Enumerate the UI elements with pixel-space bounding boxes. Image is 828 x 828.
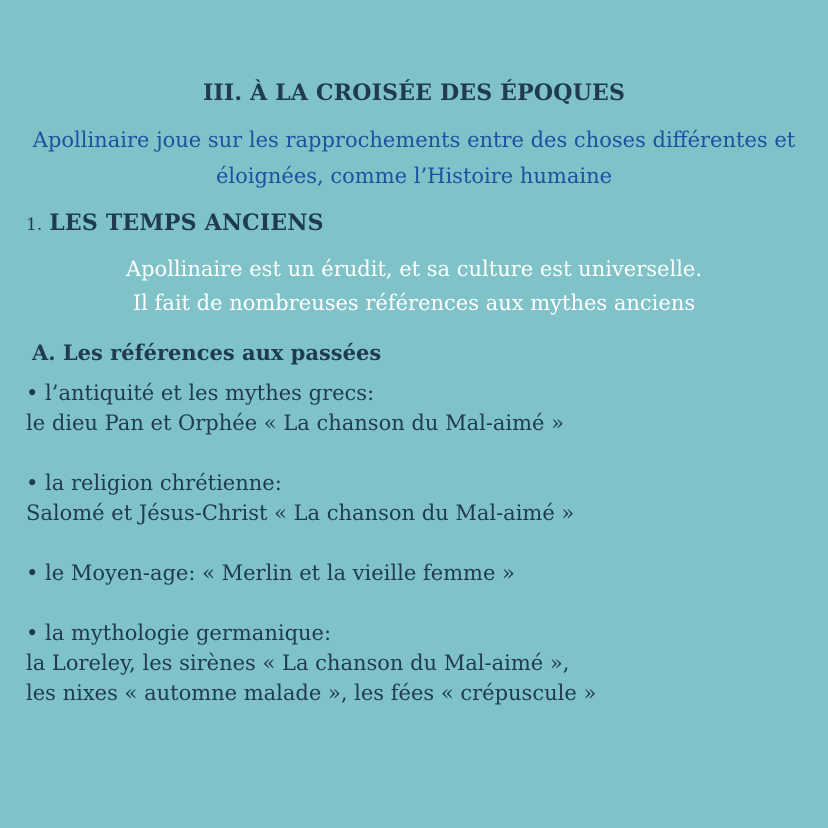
intro-line: Apollinaire joue sur les rapprochements entre des choses différentes et [32,128,796,152]
reference-bullet: • le Moyen-age: « Merlin et la vieille femme » [26,561,515,585]
reference-item [26,468,806,528]
reference-bullet: • la religion chrétienne: [26,471,282,495]
subsection-heading [26,210,324,236]
intro-line: éloignées, comme l’Histoire humaine [215,164,613,188]
section-intro [20,122,808,194]
reference-detail: le dieu Pan et Orphée « La chanson du Mal-aimé » [26,411,565,435]
references-list [26,378,806,738]
reference-detail: les nixes « automne malade », les fées « crépuscule » [26,681,597,705]
subsection-text [0,252,828,320]
reference-detail: Salomé et Jésus-Christ « La chanson du Mal-aimé » [26,501,575,525]
subsection-title: LES TEMPS ANCIENS [49,210,324,236]
part-heading: A. Les références aux passées [32,340,382,365]
subsection-text-line: Il fait de nombreuses références aux mythes anciens [132,291,696,315]
reference-item [26,378,806,438]
reference-item [26,618,806,708]
subsection-number: 1. [26,215,43,235]
section-title: III. À LA CROISÉE DES ÉPOQUES [202,80,626,106]
subsection-text-line: Apollinaire est un érudit, et sa culture est universelle. [125,257,703,281]
reference-item [26,558,806,588]
reference-detail: la Loreley, les sirènes « La chanson du Mal-aimé », [26,651,570,675]
reference-bullet: • la mythologie germanique: [26,621,332,645]
reference-bullet: • l’antiquité et les mythes grecs: [26,381,375,405]
